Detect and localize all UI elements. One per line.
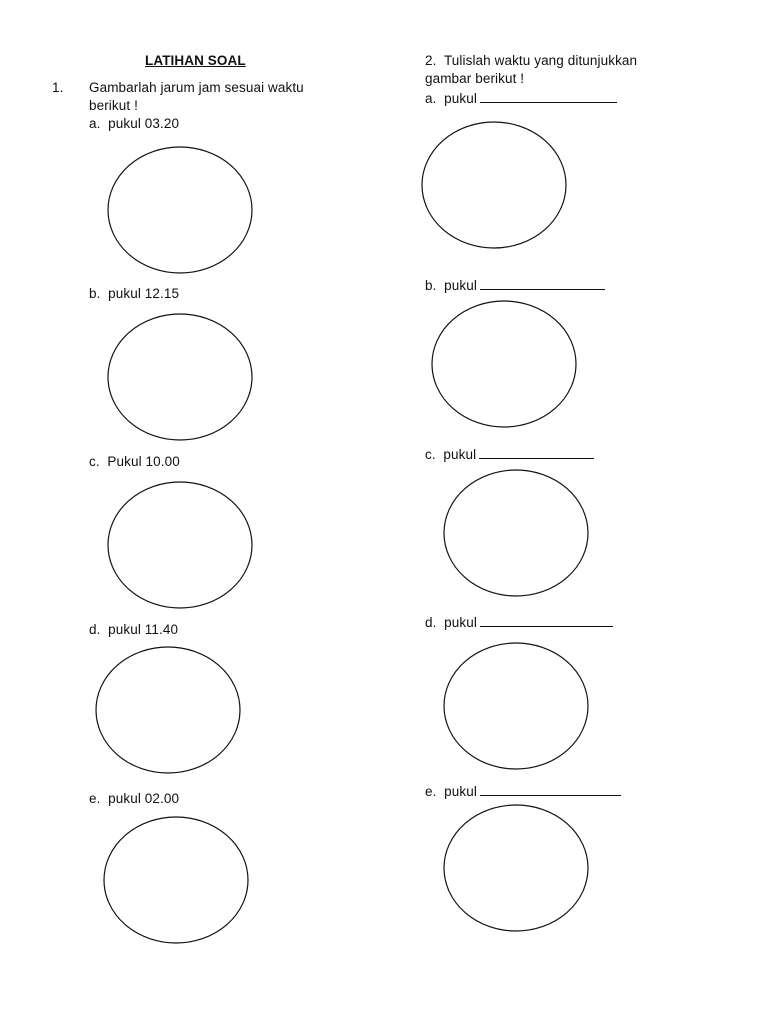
item-letter: b.: [89, 286, 101, 301]
clock-face-2c: [444, 470, 588, 596]
item-letter: d.: [425, 615, 437, 630]
item-time-text: pukul: [444, 278, 477, 293]
item-time-text: pukul 11.40: [108, 622, 179, 637]
question-2-instruction-line2: gambar berikut !: [425, 71, 525, 86]
page-title: LATIHAN SOAL: [145, 53, 246, 68]
item-time-text: pukul 03.20: [108, 116, 180, 131]
item-letter: d.: [89, 622, 101, 637]
item-letter: a.: [89, 116, 101, 131]
item-time-text: pukul: [444, 615, 477, 630]
question-2-number: 2.: [425, 53, 437, 68]
clock-face-2d: [444, 643, 588, 769]
question-1-instruction-line1: Gambarlah jarum jam sesuai waktu: [89, 80, 304, 95]
clock-face-2e: [444, 805, 588, 931]
clock-face-1a[interactable]: [108, 147, 252, 273]
item-time-text: pukul: [443, 447, 477, 462]
item-letter: e.: [425, 784, 437, 799]
item-letter: a.: [425, 91, 437, 106]
question-1-instruction-line2: berikut !: [89, 98, 138, 113]
question-2-instruction-text: Tulislah waktu yang ditunjukkan: [443, 53, 638, 68]
question-1-number: 1.: [52, 80, 64, 95]
clock-face-2b: [432, 301, 576, 427]
item-letter: c.: [425, 447, 436, 462]
clock-face-2a: [422, 122, 566, 248]
item-letter: b.: [425, 278, 437, 293]
item-time-text: pukul 02.00: [108, 791, 180, 806]
item-letter: e.: [89, 791, 101, 806]
item-time-text: pukul 12.15: [108, 286, 180, 301]
item-time-text: Pukul 10.00: [107, 454, 180, 469]
clock-face-1e[interactable]: [104, 817, 248, 943]
item-time-text: pukul: [444, 91, 477, 106]
clock-face-1b[interactable]: [108, 314, 252, 440]
clock-face-1c[interactable]: [108, 482, 252, 608]
item-time-text: pukul: [444, 784, 477, 799]
clock-face-1d[interactable]: [96, 647, 240, 773]
item-letter: c.: [89, 454, 100, 469]
